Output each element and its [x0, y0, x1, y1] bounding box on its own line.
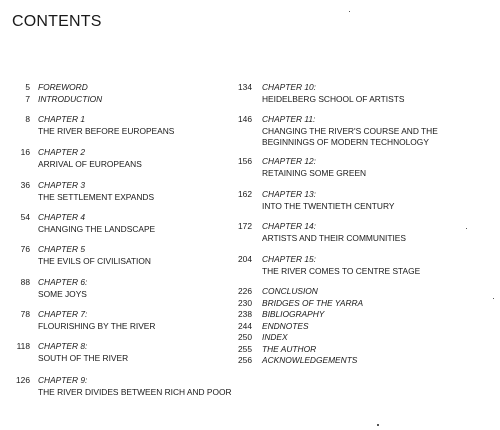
toc-entry-chapter-3[interactable]: [0, 180, 154, 203]
page-number: 230: [238, 297, 252, 308]
chapter-title: CHANGING THE LANDSCAPE: [38, 223, 156, 234]
chapter-title: THE RIVER COMES TO CENTRE STAGE: [262, 265, 421, 276]
chapter-number: CHAPTER 5: [38, 244, 86, 254]
toc-entry-chapter-11[interactable]: [230, 114, 438, 149]
page-number: 7: [25, 94, 30, 104]
toc-entry-foreword[interactable]: [0, 82, 88, 94]
speck: [377, 424, 379, 426]
entry-label: CONCLUSION: [262, 286, 318, 296]
toc-entry-chapter-8[interactable]: [0, 341, 128, 364]
chapter-title: THE RIVER BEFORE EUROPEANS: [38, 125, 175, 136]
chapter-number: CHAPTER 9:: [38, 375, 88, 385]
chapter-title: FLOURISHING BY THE RIVER: [38, 320, 156, 331]
toc-entry-chapter-10[interactable]: [230, 82, 404, 105]
chapter-title: THE EVILS OF CIVILISATION: [38, 255, 151, 266]
toc-entry-chapter-15[interactable]: [230, 254, 420, 277]
page-number: 118: [16, 341, 30, 351]
toc-entry-index[interactable]: [230, 332, 288, 344]
page-number: 226: [238, 286, 252, 296]
page-number: 172: [238, 221, 252, 231]
entry-label: INDEX: [262, 332, 288, 342]
page-number: 255: [238, 343, 252, 354]
chapter-number: CHAPTER 15:: [262, 254, 316, 264]
toc-entry-chapter-14[interactable]: [230, 221, 406, 244]
entry-label: BRIDGES OF THE YARRA: [262, 297, 364, 308]
chapter-number: CHAPTER 4: [38, 212, 86, 222]
toc-entry-chapter-13[interactable]: [230, 189, 394, 212]
page-number: 54: [20, 212, 30, 222]
entry-label: BIBLIOGRAPHY: [262, 309, 325, 319]
toc-entry-chapter-6[interactable]: [0, 277, 87, 300]
page-number: 146: [238, 114, 252, 124]
chapter-number: CHAPTER 10:: [262, 82, 316, 92]
chapter-number: CHAPTER 1: [38, 114, 86, 124]
page-number: 5: [25, 82, 30, 92]
toc-entry-conclusion[interactable]: [230, 286, 318, 298]
chapter-number: CHAPTER 13:: [262, 189, 316, 199]
toc-entry-chapter-9[interactable]: [0, 375, 232, 398]
chapter-title: SOUTH OF THE RIVER: [38, 352, 129, 363]
toc-entry-endnotes[interactable]: [230, 321, 309, 333]
page-number: 78: [20, 309, 30, 319]
toc-entry-chapter-2[interactable]: [0, 147, 142, 170]
page-title: CONTENTS: [12, 13, 102, 30]
page-number: 36: [20, 180, 30, 190]
speck: [349, 11, 350, 12]
chapter-title: CHANGING THE RIVER'S COURSE AND THE: [262, 125, 438, 136]
chapter-title: THE RIVER DIVIDES BETWEEN RICH AND POOR: [38, 386, 232, 397]
toc-entry-acknowledgements[interactable]: [230, 355, 357, 367]
page-number: 76: [20, 244, 30, 254]
toc-entry-bridges[interactable]: [230, 298, 363, 310]
page-number: 162: [238, 189, 252, 199]
entry-label: FOREWORD: [38, 82, 88, 92]
chapter-number: CHAPTER 11:: [262, 114, 316, 124]
chapter-title: ARTISTS AND THEIR COMMUNITIES: [262, 232, 406, 243]
entry-label: THE AUTHOR: [262, 343, 317, 354]
page-number: 88: [20, 277, 30, 287]
page-number: 244: [238, 320, 252, 331]
entry-label: INTRODUCTION: [38, 94, 103, 104]
page-number: 126: [16, 375, 30, 385]
chapter-number: CHAPTER 8:: [38, 341, 88, 351]
chapter-number: CHAPTER 12:: [262, 156, 316, 166]
chapter-number: CHAPTER 14:: [262, 221, 316, 231]
page-number: 8: [25, 114, 30, 124]
chapter-number: CHAPTER 6:: [38, 277, 88, 287]
page-number: 238: [238, 309, 252, 319]
toc-entry-chapter-4[interactable]: [0, 212, 155, 235]
page-number: 156: [238, 156, 252, 166]
toc-entry-chapter-7[interactable]: [0, 309, 155, 332]
chapter-title: SOME JOYS: [38, 288, 87, 299]
toc-entry-chapter-1[interactable]: [0, 114, 174, 137]
entry-label: ACKNOWLEDGEMENTS: [262, 355, 358, 365]
chapter-title: THE SETTLEMENT EXPANDS: [38, 191, 155, 202]
chapter-number: CHAPTER 3: [38, 180, 86, 190]
page-number: 250: [238, 332, 252, 342]
chapter-title: HEIDELBERG SCHOOL OF ARTISTS: [262, 93, 405, 104]
chapter-title: ARRIVAL OF EUROPEANS: [38, 158, 142, 169]
page-number: 16: [20, 147, 30, 157]
toc-entry-chapter-5[interactable]: [0, 244, 151, 267]
page-number: 134: [238, 82, 252, 92]
speck: [466, 228, 467, 229]
speck: [493, 298, 494, 299]
chapter-number: CHAPTER 7:: [38, 309, 88, 319]
chapter-title-continued: BEGINNINGS OF MODERN TECHNOLOGY: [262, 137, 429, 147]
chapter-title: INTO THE TWENTIETH CENTURY: [262, 200, 395, 211]
entry-label: ENDNOTES: [262, 320, 309, 331]
toc-entry-author[interactable]: [230, 344, 316, 356]
toc-entry-bibliography[interactable]: [230, 309, 324, 321]
toc-entry-chapter-12[interactable]: [230, 156, 366, 179]
page-number: 204: [238, 254, 252, 264]
toc-entry-introduction[interactable]: [0, 94, 102, 106]
page-number: 256: [238, 355, 252, 365]
chapter-title: RETAINING SOME GREEN: [262, 167, 367, 178]
chapter-number: CHAPTER 2: [38, 147, 86, 157]
